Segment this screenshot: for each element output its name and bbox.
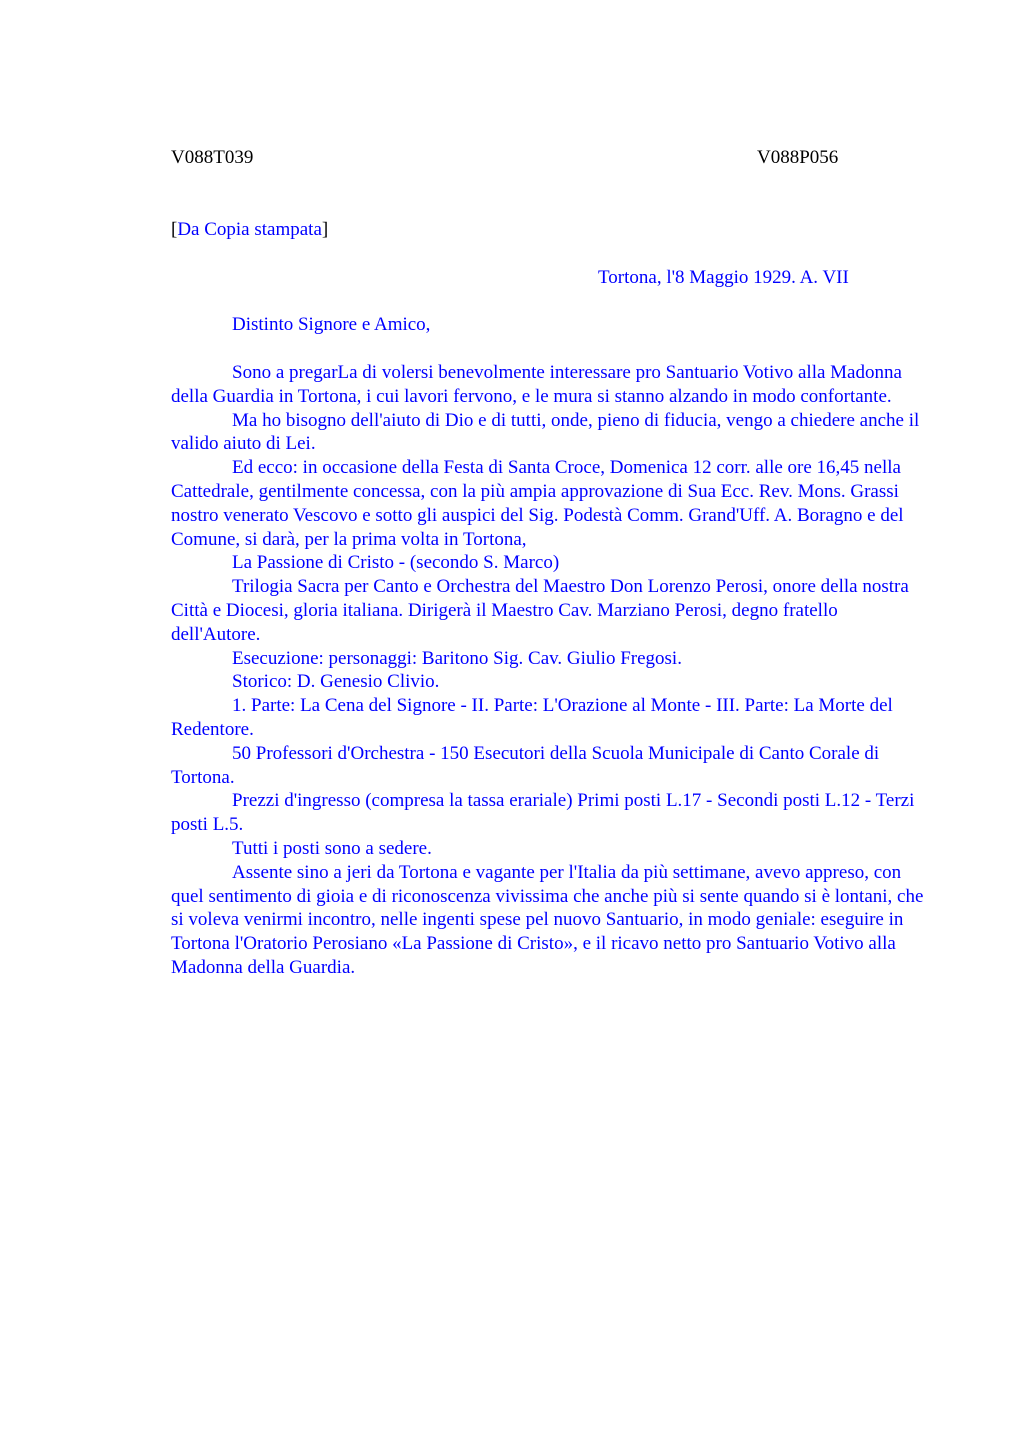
salutation: Distinto Signore e Amico, <box>232 314 431 335</box>
document-code-left: V088T039 <box>171 147 254 168</box>
paragraph: 1. Parte: La Cena del Signore - II. Parte: L'Orazione al Monte - III. Parte: La Morte del Redentore. <box>171 695 893 740</box>
source-label: Da Copia stampata <box>177 219 322 240</box>
letter-body <box>171 361 931 980</box>
paragraph: La Passione di Cristo - (secondo S. Marco) <box>232 552 560 574</box>
source-close-bracket: ] <box>321 219 329 240</box>
paragraph: Esecuzione: personaggi: Baritono Sig. Cav. Giulio Fregosi. <box>232 647 682 669</box>
source-note <box>171 218 328 242</box>
document-code-right: V088P056 <box>757 147 839 168</box>
source-open-bracket: [ <box>171 219 178 240</box>
paragraph: Assente sino a jeri da Tortona e vagante per l'Italia da più settimane, avevo appreso, con quel sentimento di gioia e di riconoscenza vivissima che anche più si sente quando si è lontani, che si voleva venirmi incontro, nelle ingenti spese pel nuovo Santuario, in modo geniale: eseguire in Tortona l'Oratorio Perosiano «La Passione di Cristo», e il ricavo netto pro Santuario Votivo alla Madonna della Guardia. <box>171 861 924 978</box>
date-line: Tortona, l'8 Maggio 1929. A. VII <box>598 267 849 288</box>
paragraph: 50 Professori d'Orchestra - 150 Esecutori della Scuola Municipale di Canto Corale di Tortona. <box>171 742 880 788</box>
paragraph: Tutti i posti sono a sedere. <box>232 837 432 859</box>
paragraph: Sono a pregarLa di volersi benevolmente interessare pro Santuario Votivo alla Madonna della Guardia in Tortona, i cui lavori fervono, e le mura si stanno alzando in modo confortante. <box>171 362 902 407</box>
paragraph: Trilogia Sacra per Canto e Orchestra del Maestro Don Lorenzo Perosi, onore della nostra Città e Diocesi, gloria italiana. Dirigerà il Maestro Cav. Marziano Perosi, degno fratello dell'Autore. <box>171 576 909 645</box>
paragraph: Ma ho bisogno dell'aiuto di Dio e di tutti, onde, pieno di fiducia, vengo a chiedere anche il valido aiuto di Lei. <box>171 409 920 455</box>
paragraph: Ed ecco: in occasione della Festa di Santa Croce, Domenica 12 corr. alle ore 16,45 nella Cattedrale, gentilmente concessa, con la più ampia approvazione di Sua Ecc. Rev. Mons. Grassi nostro venerato Vescovo e sotto gli auspici del Sig. Podestà Comm. Grand'Uff. A. Boragno e del Comune, si darà, per la prima volta in Tortona, <box>171 457 904 550</box>
paragraph: Prezzi d'ingresso (compresa la tassa erariale) Primi posti L.17 - Secondi posti L.12 - Terzi posti L.5. <box>171 790 915 836</box>
paragraph: Storico: D. Genesio Clivio. <box>232 671 440 693</box>
